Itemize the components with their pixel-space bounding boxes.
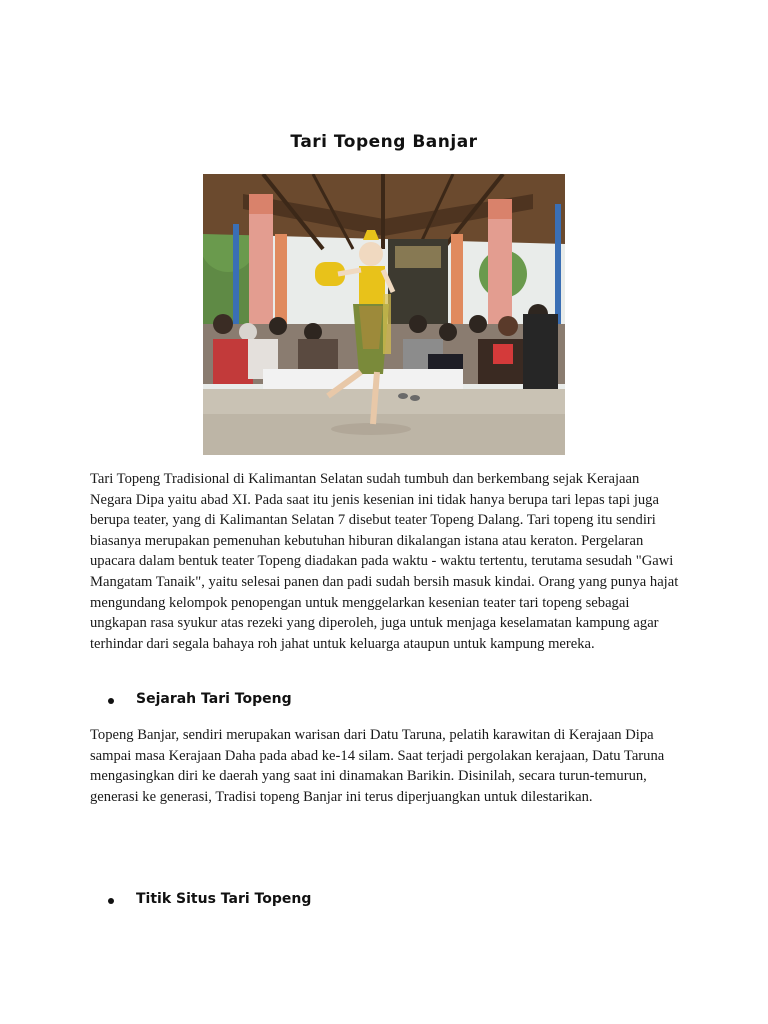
dancer-photo [203, 174, 565, 455]
heading-label: Sejarah Tari Topeng [136, 691, 292, 707]
bullet-dot-icon [108, 698, 114, 704]
bullet-dot-icon [108, 898, 114, 904]
document-title: Tari Topeng Banjar [290, 132, 478, 152]
intro-paragraph: Tari Topeng Tradisional di Kalimantan Selatan sudah tumbuh dan berkembang sejak Kerajaan Negara Dipa yaitu abad XI. Pada saat itu jenis kesenian ini tidak hanya berupa tari lepas tapi juga berupa teater, yang di Kalimantan Selatan 7 disebut teater Topeng Dalang. Tari topeng itu sendiri biasanya merupakan pemenuhan kebutuhan hiburan dikalangan istana atau keraton. Pergelaran upacara dalam bentuk teater Topeng diadakan pada waktu - waktu tertentu, terutama sesudah "Gawi Mangatam Tanaik", yaitu selesai panen dan padi sudah bersih masuk kindai. Orang yang punya hajat mengundang kelompok penopengan untuk menggelarkan kesenian teater tari topeng sebagai ungkapan rasa syukur atas rezeki yang diperoleh, juga untuk menjaga keselamatan kampung agar terhindar dari segala bahaya roh jahat untuk keluarga ataupun untuk kampung mereka. [90, 471, 679, 652]
history-paragraph: Topeng Banjar, sendiri merupakan warisan dari Datu Taruna, pelatih karawitan di Kerajaan Dipa sampai masa Kerajaan Daha pada abad ke-14 silam. Saat terjadi pergolakan kerajaan, Datu Taruna mengasingkan diri ke daerah yang saat ini dinamakan Barikin. Disinilah, secara turun-temurun, generasi ke generasi, Tradisi topeng Banjar ini terus diperjuangkan untuk dilestarikan. [90, 727, 665, 805]
heading-label: Titik Situs Tari Topeng [136, 891, 312, 907]
